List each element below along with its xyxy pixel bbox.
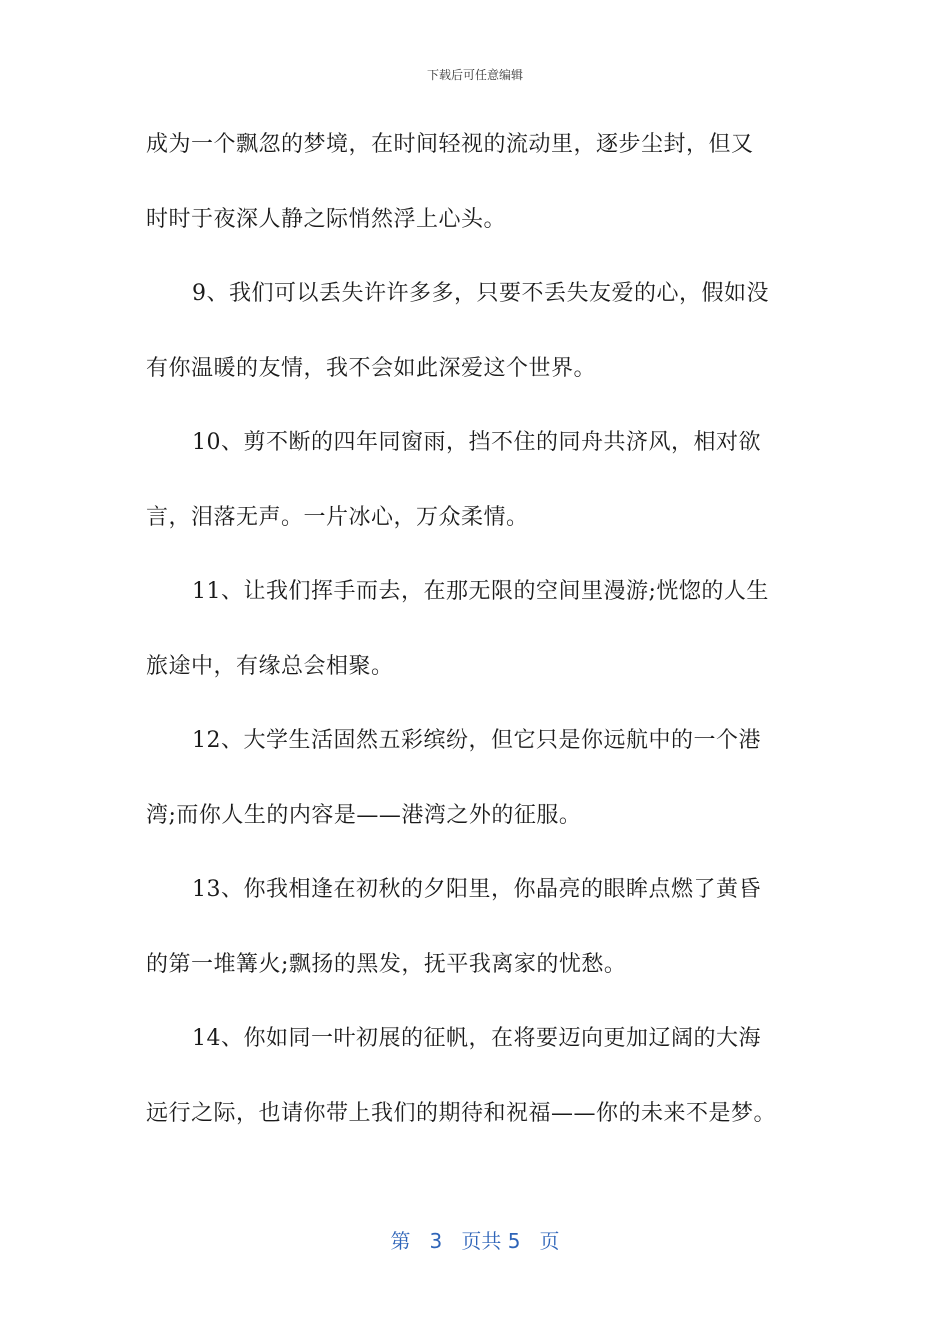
paragraph-start-14: 14、你如同一叶初展的征帆，在将要迈向更加辽阔的大海 bbox=[192, 1026, 761, 1051]
document-body bbox=[146, 128, 816, 1171]
paragraph-start-9: 9、我们可以丢失许许多多，只要不丢失友爱的心，假如没 bbox=[192, 281, 769, 306]
text-line: 远行之际，也请你带上我们的期待和祝福——你的未来不是梦。 bbox=[146, 1100, 777, 1126]
paragraph-start-13: 13、你我相逢在初秋的夕阳里，你晶亮的眼眸点燃了黄昏 bbox=[192, 877, 761, 902]
text-line: 时时于夜深人静之际悄然浮上心头。 bbox=[146, 206, 507, 232]
paragraph-start-11: 11、让我们挥手而去，在那无限的空间里漫游;恍惚的人生 bbox=[192, 579, 769, 604]
text-line: 湾;而你人生的内容是——港湾之外的征服。 bbox=[146, 802, 582, 828]
text-line: 旅途中，有缘总会相聚。 bbox=[146, 653, 394, 679]
paragraph-start-12: 12、大学生活固然五彩缤纷，但它只是你远航中的一个港 bbox=[192, 728, 761, 753]
current-page-number: 3 bbox=[429, 1229, 443, 1253]
total-pages-number: 5 bbox=[507, 1229, 521, 1253]
text-line: 言，泪落无声。一片冰心，万众柔情。 bbox=[146, 504, 529, 530]
page-number-footer bbox=[0, 1225, 950, 1254]
footer-suffix: 页 bbox=[539, 1229, 560, 1253]
text-line: 有你温暖的友情，我不会如此深爱这个世界。 bbox=[146, 355, 597, 381]
footer-middle: 页共 bbox=[461, 1229, 502, 1253]
text-line: 成为一个飘忽的梦境，在时间轻视的流动里，逐步尘封，但又 bbox=[146, 132, 754, 157]
page-header: 下载后可任意编辑 bbox=[426, 68, 523, 82]
footer-prefix: 第 bbox=[390, 1229, 411, 1253]
text-line: 的第一堆篝火;飘扬的黑发，抚平我离家的忧愁。 bbox=[146, 951, 627, 977]
paragraph-start-10: 10、剪不断的四年同窗雨，挡不住的同舟共济风，相对欲 bbox=[192, 430, 761, 455]
